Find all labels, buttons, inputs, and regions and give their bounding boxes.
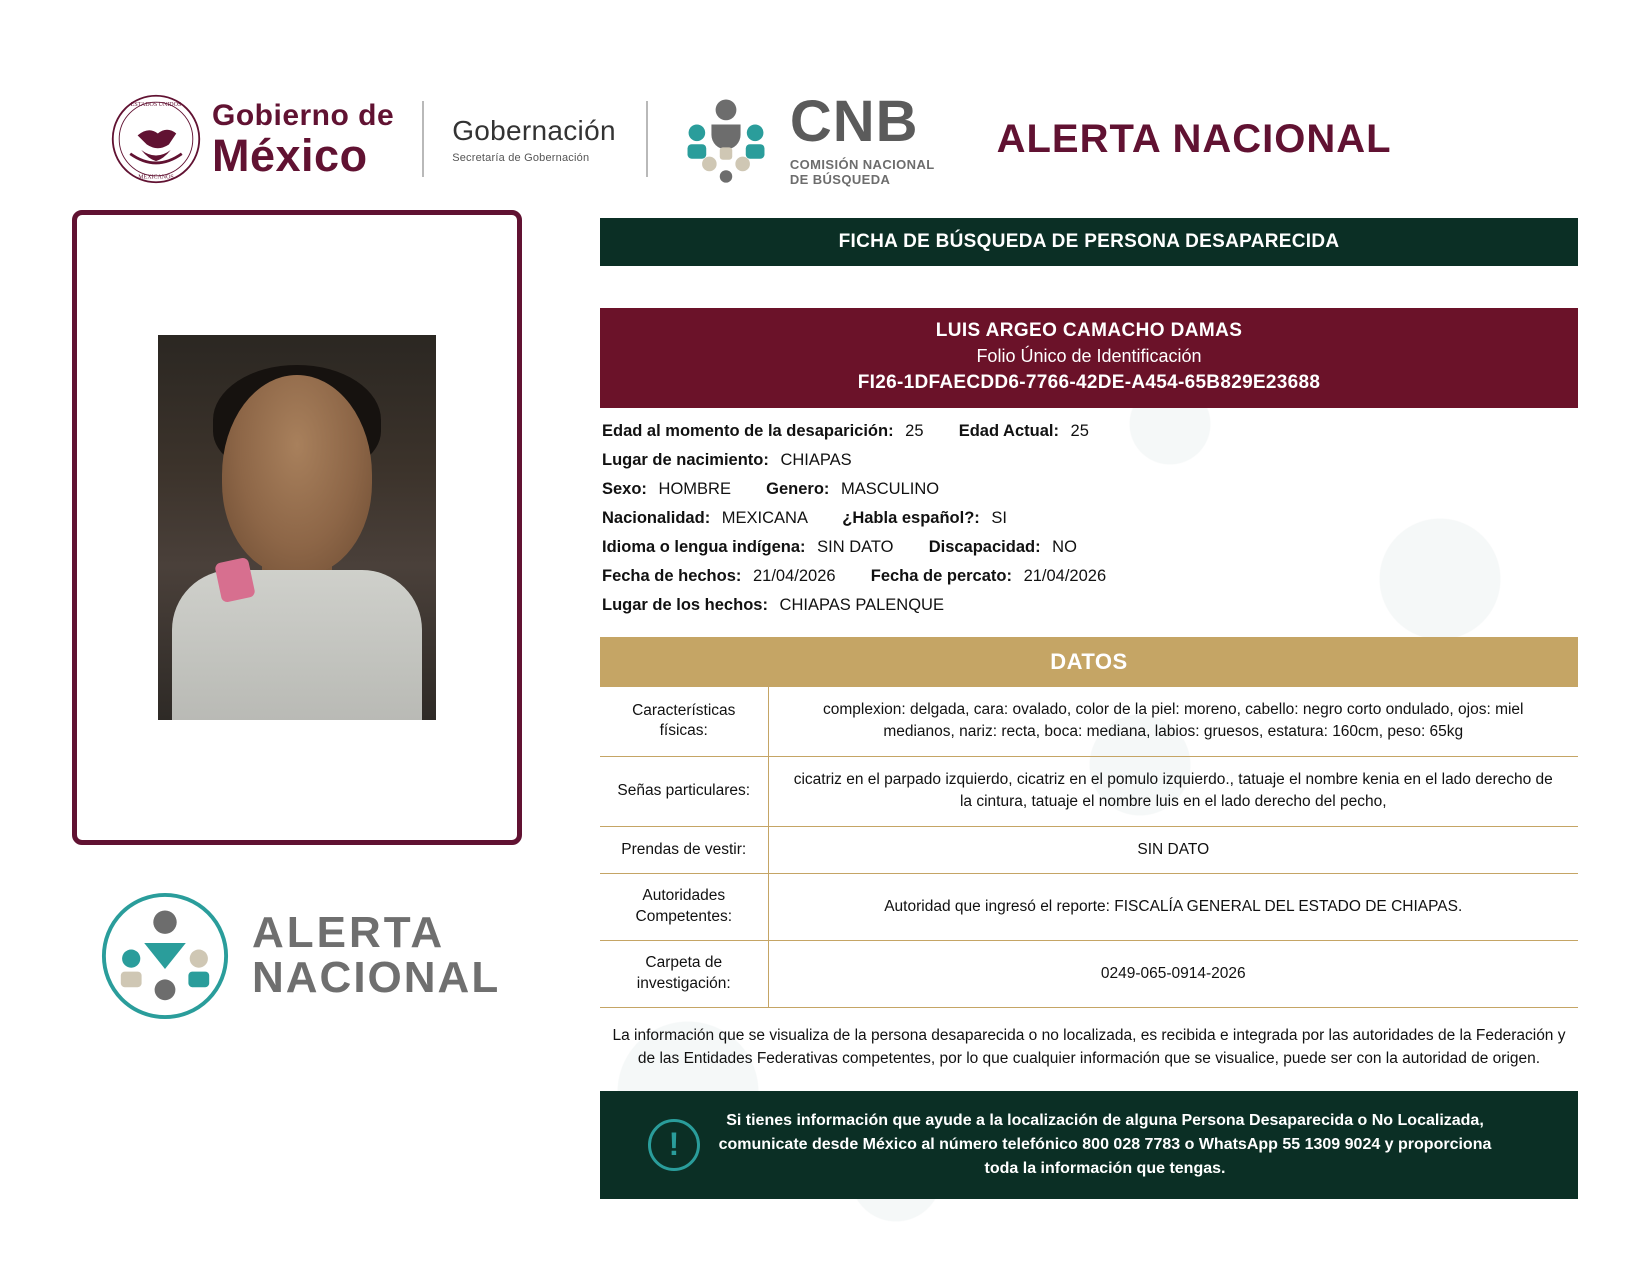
alerta-nacional-logo	[72, 891, 522, 1021]
gobernacion-title: Gobernación	[452, 114, 616, 146]
person-facts	[600, 408, 1578, 631]
alerta-word: ALERTA	[252, 908, 446, 958]
row-key: Prendas de vestir:	[600, 826, 768, 873]
svg-text:MEXICANOS: MEXICANOS	[138, 174, 174, 181]
fact-idioma-value: SIN DATO	[817, 538, 894, 556]
fact-edad-actual-label: Edad Actual:	[958, 422, 1059, 440]
gobierno-line1: Gobierno de	[212, 98, 395, 132]
fact-edad-value: 25	[905, 422, 924, 440]
row-value: Autoridad que ingresó el reporte: FISCALÍA GENERAL DEL ESTADO DE CHIAPAS.	[768, 874, 1578, 941]
table-row	[600, 941, 1578, 1008]
fact-lugar-hechos	[602, 596, 1578, 615]
cnb-line2: DE BÚSQUEDA	[789, 171, 891, 187]
fact-lugar-hechos-label: Lugar de los hechos:	[602, 596, 768, 614]
row-key: Características físicas:	[600, 687, 768, 756]
fact-fecha-percato-value: 21/04/2026	[1023, 567, 1107, 585]
datos-section-band: DATOS	[600, 637, 1578, 687]
fact-discapacidad-value: NO	[1052, 538, 1077, 556]
gobernacion-subtitle: Secretaría de Gobernación	[452, 151, 590, 164]
cnb-line1: COMISIÓN NACIONAL	[789, 156, 935, 172]
table-row	[600, 874, 1578, 941]
fact-edad-label: Edad al momento de la desaparición:	[602, 422, 894, 440]
fact-fecha-hechos-label: Fecha de hechos:	[602, 567, 742, 585]
row-key: Señas particulares:	[600, 756, 768, 826]
fact-espanol-label: ¿Habla español?:	[842, 509, 980, 527]
svg-text:ESTADOS UNIDOS: ESTADOS UNIDOS	[130, 101, 182, 108]
row-value: 0249-065-0914-2026	[768, 941, 1578, 1008]
fact-fecha-percato-label: Fecha de percato:	[870, 567, 1012, 585]
fact-edad	[602, 422, 1578, 441]
fact-discapacidad-label: Discapacidad:	[928, 538, 1041, 556]
fact-fechas	[602, 567, 1578, 586]
sheet-title-band: FICHA DE BÚSQUEDA DE PERSONA DESAPARECIDA	[600, 218, 1578, 266]
gobierno-line2: México	[212, 129, 368, 181]
fact-sexo-value: HOMBRE	[658, 480, 731, 498]
nacional-word: NACIONAL	[252, 953, 501, 1002]
fact-idioma-label: Idioma o lengua indígena:	[602, 538, 806, 556]
row-key: Carpeta de investigación:	[600, 941, 768, 1008]
left-column	[72, 210, 522, 1021]
person-name: LUIS ARGEO CAMACHO DAMAS	[935, 320, 1243, 341]
disclaimer-text: La información que se visualiza de la persona desaparecida o no localizada, es recibida e integrada por las autoridades de la Federación y de las Entidades Federativas competentes, por lo que cualquier información que se visualice, puede ser con la autoridad de origen.	[612, 1027, 1566, 1068]
row-value: complexion: delgada, cara: ovalado, color de la piel: moreno, cabello: negro corto ondulado, ojos: miel medianos, nariz: recta, boca: mediana, labios: gruesos, estatura: 160cm, peso: 65kg	[768, 687, 1578, 756]
folio-label: Folio Único de Identificación	[976, 346, 1202, 366]
fact-nacionalidad-espanol	[602, 509, 1578, 528]
document-header	[0, 0, 1650, 200]
header-divider	[422, 101, 424, 177]
alerta-nacional-wordmark	[252, 908, 501, 1002]
cnb-logo-block	[674, 87, 935, 191]
table-row	[600, 687, 1578, 756]
fact-sexo-label: Sexo:	[602, 480, 647, 498]
contact-band	[600, 1091, 1578, 1199]
fact-sexo-genero	[602, 480, 1578, 499]
fact-edad-actual-value: 25	[1070, 422, 1089, 440]
gobernacion-wordmark	[452, 115, 616, 164]
cnb-people-icon	[674, 87, 778, 191]
header-divider	[646, 101, 648, 177]
row-value: SIN DATO	[768, 826, 1578, 873]
table-row	[600, 826, 1578, 873]
row-key: Autoridades Competentes:	[600, 874, 768, 941]
fact-nacimiento-label: Lugar de nacimiento:	[602, 451, 769, 469]
table-row	[600, 756, 1578, 826]
contact-text: Si tienes información que ayude a la localización de alguna Persona Desaparecida o No Localizada, comunicate desde México al número telefónico 800 028 7783 o WhatsApp 55 1309 9024 y proporciona toda la información que tengas.	[718, 1111, 1492, 1177]
row-value: cicatriz en el parpado izquierdo, cicatriz en el pomulo izquierdo., tatuaje el nombre kenia en el lado derecho de la cintura, tatuaje el nombre luis en el lado derecho del pecho,	[768, 756, 1578, 826]
fact-nacionalidad-label: Nacionalidad:	[602, 509, 711, 527]
folio-value: FI26-1DFAECDD6-7766-42DE-A454-65B829E23688	[857, 372, 1321, 393]
photo-face-shape	[222, 375, 372, 575]
fact-idioma-discapacidad	[602, 538, 1578, 557]
fact-nacionalidad-value: MEXICANA	[721, 509, 808, 527]
photo-frame	[72, 210, 522, 845]
fact-fecha-hechos-value: 21/04/2026	[752, 567, 836, 585]
exclamation-icon: !	[648, 1119, 700, 1171]
mexico-eagle-seal-icon	[110, 93, 202, 185]
photo-accent-shape	[214, 557, 256, 603]
right-column	[600, 218, 1578, 1199]
fact-genero-value: MASCULINO	[841, 480, 940, 498]
photo-shirt-shape	[172, 570, 422, 720]
fact-espanol-value: SI	[991, 509, 1007, 527]
fact-genero-label: Genero:	[766, 480, 830, 498]
cnb-acronym: CNB	[789, 88, 919, 154]
datos-table	[600, 687, 1578, 1008]
alerta-people-icon	[100, 891, 230, 1021]
fact-nacimiento-value: CHIAPAS	[780, 451, 852, 469]
gobierno-de-mexico-wordmark	[212, 98, 395, 181]
alerta-nacional-header-title: ALERTA NACIONAL	[996, 116, 1392, 161]
person-identity-band	[600, 308, 1578, 408]
fact-nacimiento	[602, 451, 1578, 470]
person-photo	[158, 335, 436, 720]
fact-lugar-hechos-value: CHIAPAS PALENQUE	[779, 596, 944, 614]
cnb-wordmark	[789, 88, 935, 187]
